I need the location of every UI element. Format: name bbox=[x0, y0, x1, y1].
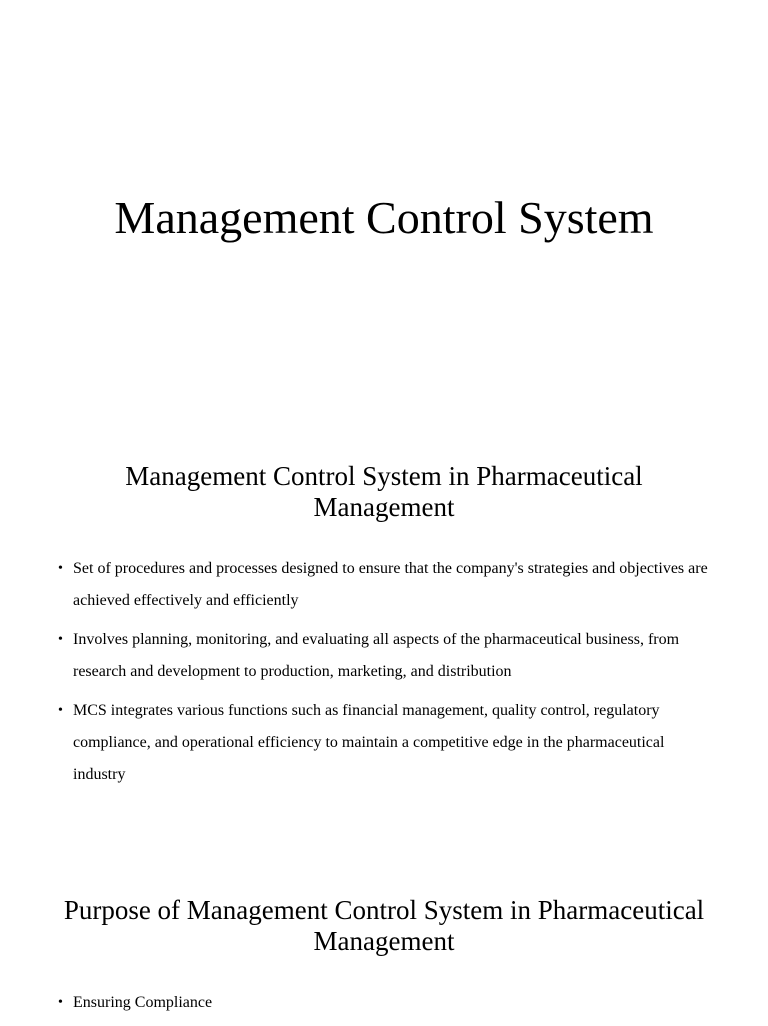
list-item bbox=[58, 695, 718, 791]
bullet-icon: • bbox=[58, 703, 63, 718]
bullet-text: Set of procedures and processes designed to ensure that the company's strategies and objectives are achieved effectively and efficiently bbox=[73, 560, 708, 609]
bullet-icon: • bbox=[58, 632, 63, 647]
bullet-icon: • bbox=[58, 995, 63, 1010]
bullet-icon: • bbox=[58, 561, 63, 576]
slide-title: Management Control System bbox=[114, 192, 654, 243]
bullet-list-purpose-of-mcs bbox=[58, 987, 718, 1026]
bullet-text: MCS integrates various functions such as financial management, quality control, regulatory compliance, and operational efficiency to maintain a competitive edge in the pharmaceutical industry bbox=[73, 702, 665, 783]
section-heading-purpose-of-mcs: Purpose of Management Control System in Pharmaceutical Management bbox=[63, 895, 705, 956]
bullet-list-mcs-in-pharma bbox=[58, 553, 718, 798]
list-item bbox=[58, 987, 718, 1019]
list-item bbox=[58, 553, 718, 617]
bullet-text: Involves planning, monitoring, and evaluating all aspects of the pharmaceutical business, from research and development to production, marketing, and distribution bbox=[73, 631, 680, 680]
bullet-text: Ensuring Compliance bbox=[73, 994, 213, 1011]
section-heading-mcs-in-pharma: Management Control System in Pharmaceutical Management bbox=[125, 461, 643, 522]
list-item bbox=[58, 624, 718, 688]
